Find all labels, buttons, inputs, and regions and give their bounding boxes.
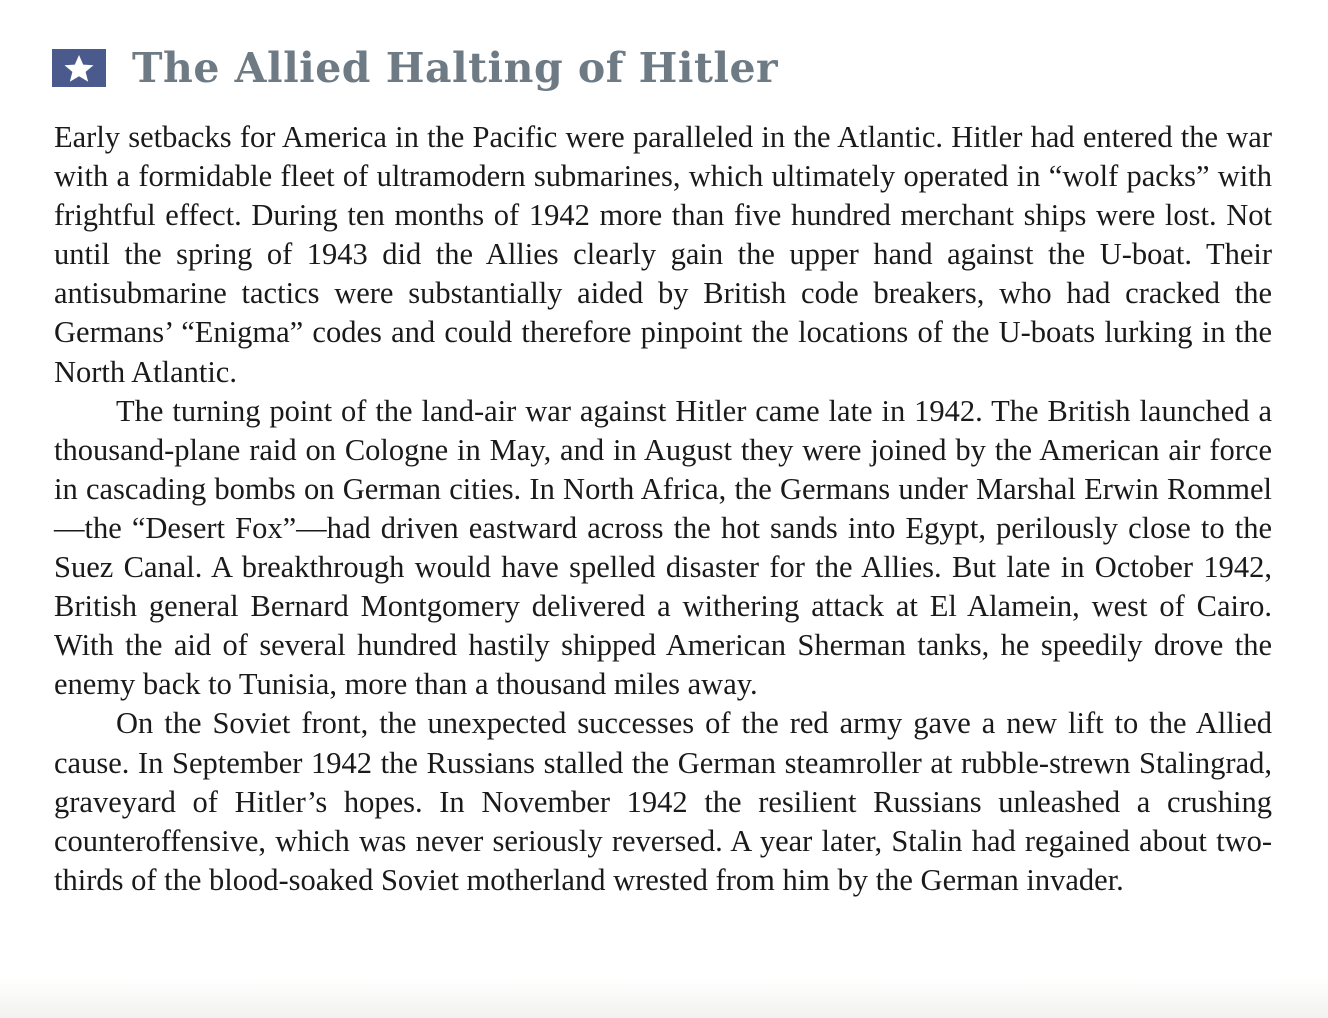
paragraph-3: On the Soviet front, the unexpected successes of the red army gave a new lift to the Allied cause. In September 1942 the Russians stalled the German steamroller at rubble-strewn Stalingrad, graveyard of Hitler’s hopes. In November 1942 the resilient Russians unleashed a crushing counteroffensive, which was never seriously reversed. A year later, Stalin had regained about two-thirds of the blood-soaked Soviet motherland wrested from him by the German invader. [54,706,1272,897]
paragraph-2: The turning point of the land-air war against Hitler came late in 1942. The British launched a thousand-plane raid on Cologne in May, and in August they were joined by the American air force in cascading bombs on German cities. In North Africa, the Germans under Marshal Erwin Rommel—the “Desert Fox”—had driven eastward across the hot sands into Egypt, perilously close to the Suez Canal. A breakthrough would have spelled disaster for the Allies. But late in October 1942, British general Bernard Montgomery delivered a withering attack at El Alamein, west of Cairo. With the aid of several hundred hastily shipped American Sherman tanks, he speedily drove the enemy back to Tunisia, more than a thousand miles away. [54,393,1272,702]
star-icon [52,49,106,87]
section-title: The Allied Halting of Hitler [132,44,779,92]
section-heading [52,40,778,96]
body-text [54,118,1272,900]
paragraph-1: Early setbacks for America in the Pacific were paralleled in the Atlantic. Hitler had entered the war with a formidable fleet of ultramodern submarines, which ultimately operated in “wolf packs” with frightful effect. During ten months of 1942 more than five hundred merchant ships were lost. Not until the spring of 1943 did the Allies clearly gain the upper hand against the U-boat. Their antisubmarine tactics were substantially aided by British code breakers, who had cracked the Germans’ “Enigma” codes and could therefore pinpoint the locations of the U-boats lurking in the North Atlantic. [54,120,1272,389]
